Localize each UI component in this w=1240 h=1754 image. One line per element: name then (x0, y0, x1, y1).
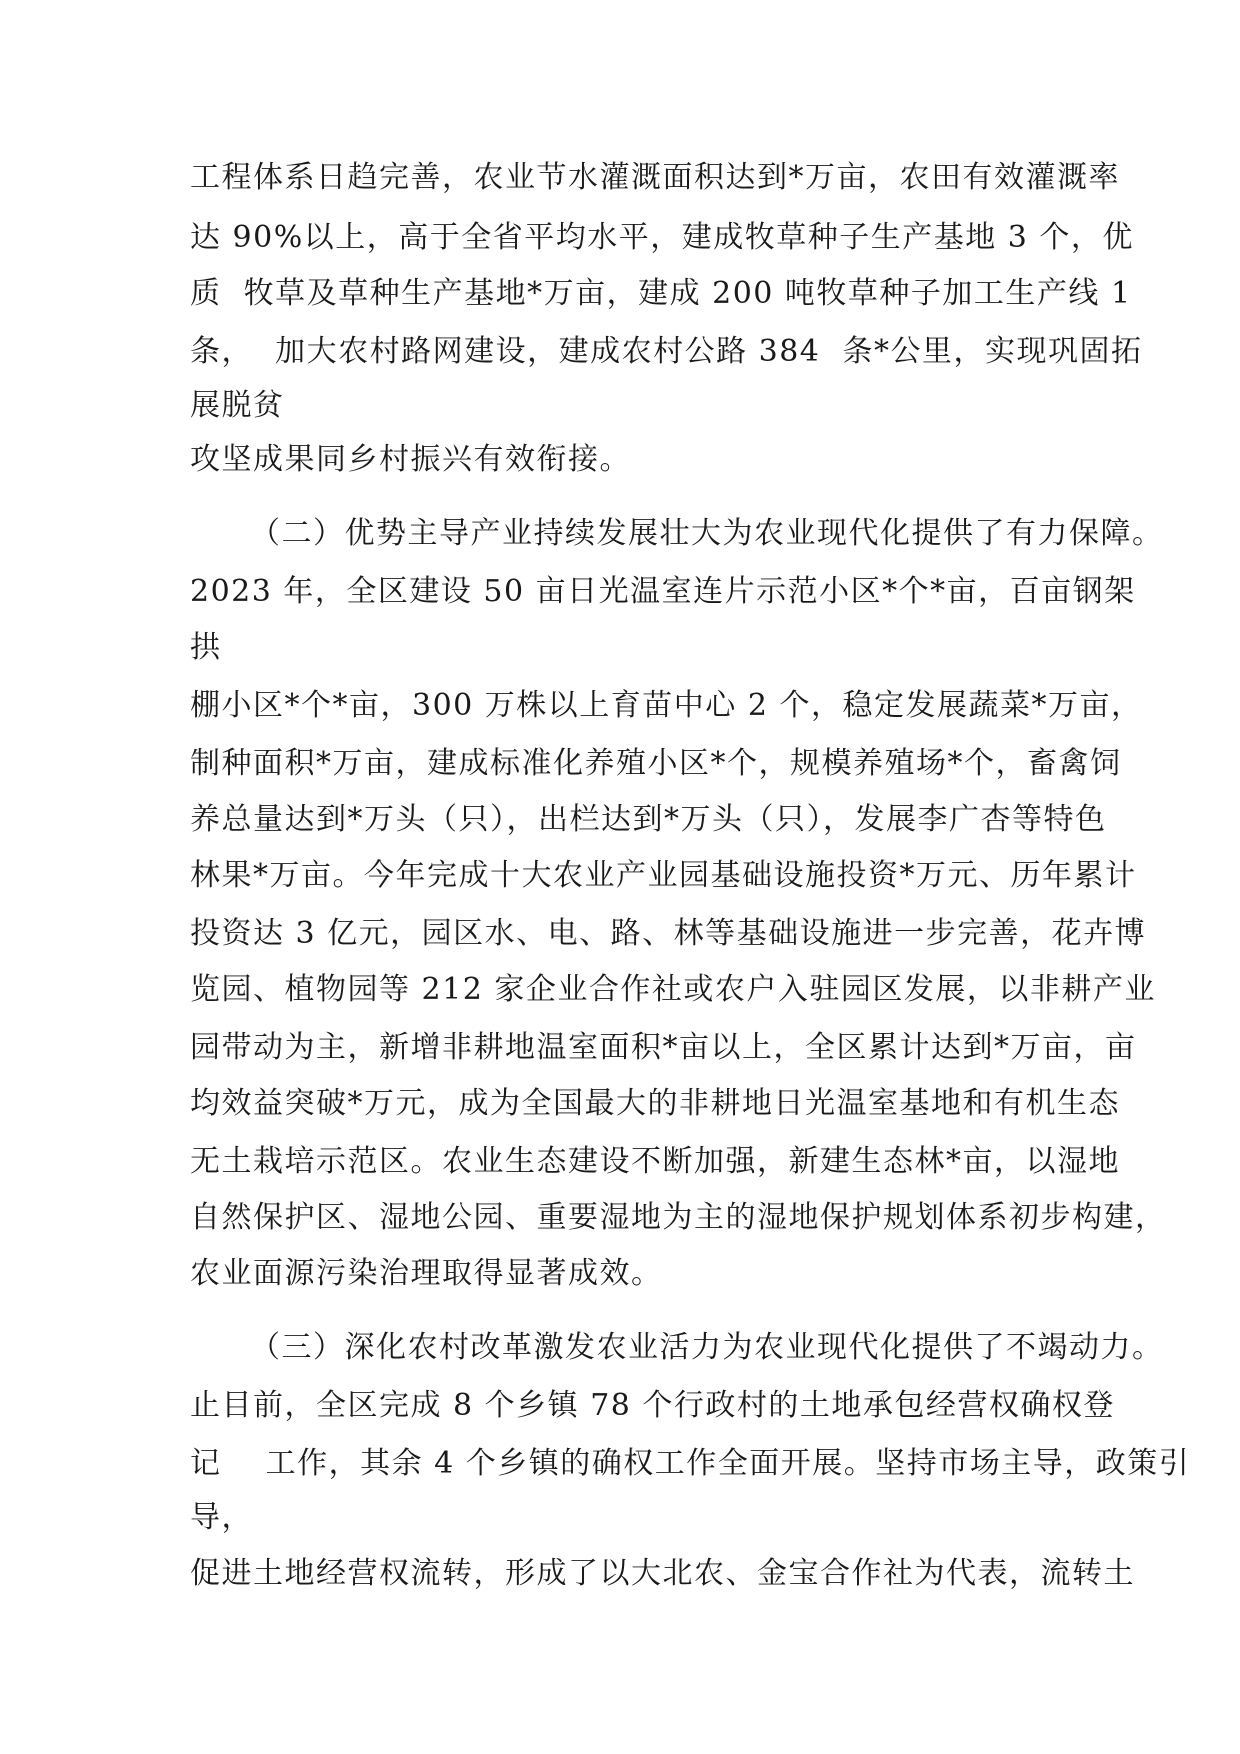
text-line: 攻坚成果同乡村振兴有效衔接。 (190, 442, 631, 477)
text-line: 览园、植物园等 212 家企业合作社或农户入驻园区发展，以非耕产业 (190, 972, 1156, 1007)
section-heading: （三）深化农村改革激发农业活力为农业现代化提供了不竭动力。 (250, 1330, 1164, 1365)
text-line: 林果*万亩。今年完成十大农业产业园基础设施投资*万元、历年累计 (190, 858, 1137, 893)
text-line: 拱 (190, 630, 222, 665)
text-line: 促进土地经营权流转，形成了以大北农、金宝合作社为代表，流转土 (190, 1556, 1135, 1591)
text-line: 自然保护区、湿地公园、重要湿地为主的湿地保护规划体系初步构建， (190, 1200, 1167, 1235)
text-line: 展脱贫 (190, 388, 285, 423)
section-heading: （二）优势主导产业持续发展壮大为农业现代化提供了有力保障。 (250, 516, 1164, 551)
text-line: 棚小区*个*亩，300 万株以上育苗中心 2 个，稳定发展蔬菜*万亩， (190, 688, 1143, 723)
text-line: 达 90%以上，高于全省平均水平，建成牧草种子生产基地 3 个，优 (190, 220, 1134, 255)
text-line: 投资达 3 亿元，园区水、电、路、林等基础设施进一步完善，花卉博 (190, 916, 1147, 951)
text-line: 止目前，全区完成 8 个乡镇 78 个行政村的土地承包经营权确权登 (190, 1388, 1115, 1423)
text-line: 农业面源污染治理取得显著成效。 (190, 1256, 663, 1291)
text-line: 制种面积*万亩，建成标准化养殖小区*个，规模养殖场*个，畜禽饲 (190, 746, 1122, 781)
text-line: 养总量达到*万头（只），出栏达到*万头（只），发展李广杏等特色 (190, 802, 1107, 837)
text-line: 均效益突破*万元，成为全国最大的非耕地日光温室基地和有机生态 (190, 1086, 1120, 1121)
text-line: 导， (190, 1500, 253, 1535)
text-line: 记 工作，其余 4 个乡镇的确权工作全面开展。坚持市场主导，政策引 (190, 1446, 1191, 1481)
text-line: 条， 加大农村路网建设，建成农村公路 384 条*公里，实现巩固拓 (190, 334, 1143, 369)
text-line: 无土栽培示范区。农业生态建设不断加强，新建生态林*亩，以湿地 (190, 1144, 1120, 1179)
text-line: 园带动为主，新增非耕地温室面积*亩以上，全区累计达到*万亩，亩 (190, 1030, 1137, 1065)
text-line: 质 牧草及草种生产基地*万亩，建成 200 吨牧草种子加工生产线 1 (190, 276, 1132, 311)
text-line: 2023 年，全区建设 50 亩日光温室连片示范小区*个*亩，百亩钢架 (190, 574, 1136, 609)
text-line: 工程体系日趋完善，农业节水灌溉面积达到*万亩，农田有效灌溉率 (190, 160, 1120, 195)
